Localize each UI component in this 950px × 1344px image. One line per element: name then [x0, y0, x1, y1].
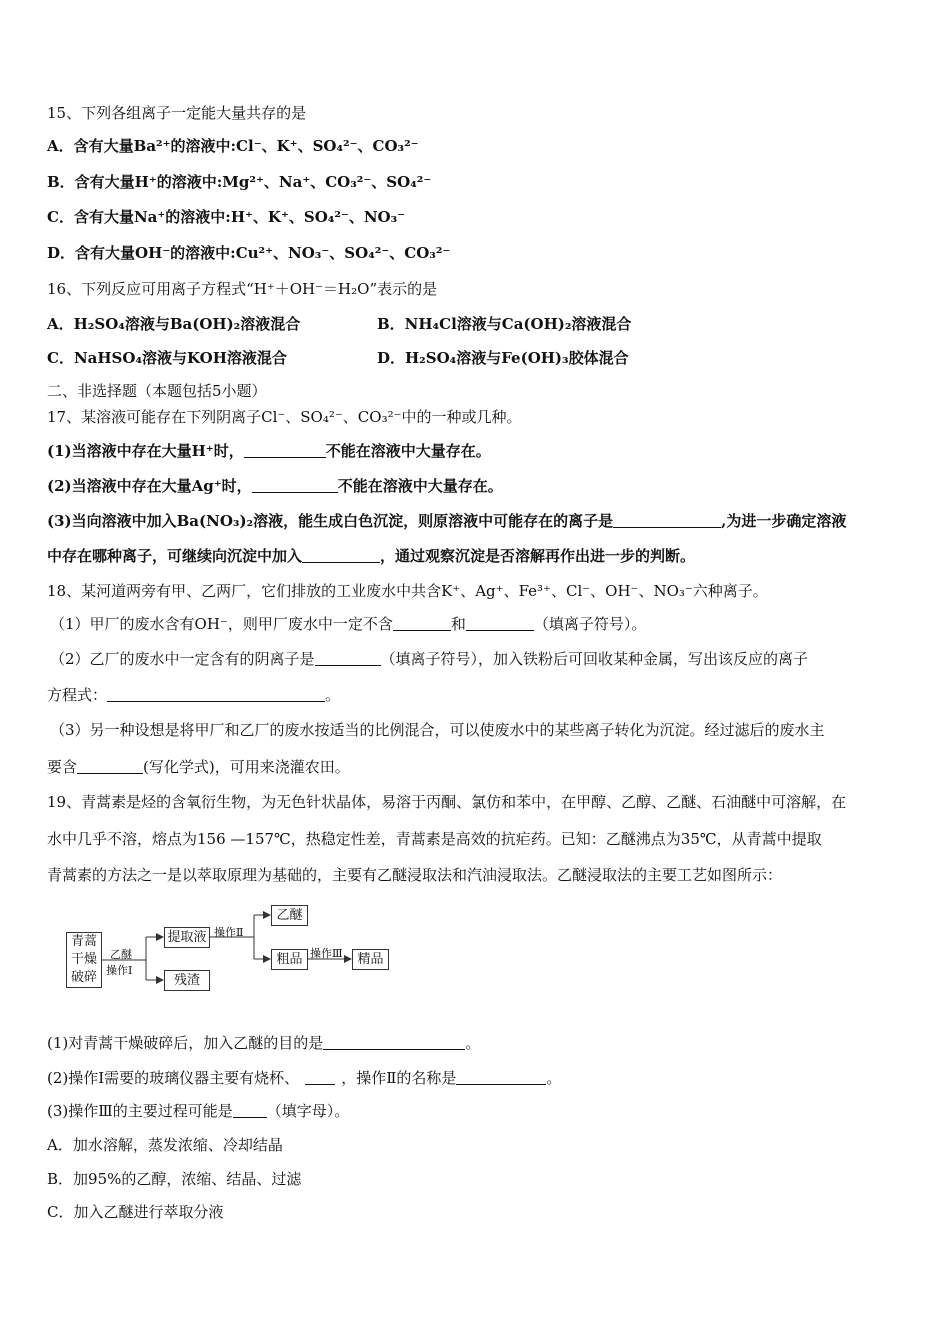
q18-part1-text2: （填离子符号）。 [533, 615, 647, 633]
q17-part2-text2: 不能在溶液中大量存在。 [337, 477, 503, 495]
q18-part3-text3: (写化学式)，可用来浇灌农田。 [143, 758, 350, 776]
q16-option-b: B．NH₄Cl溶液与Ca(OH)₂溶液混合 [377, 315, 632, 333]
q19-option-c: C．加入乙醚进行萃取分液 [47, 1203, 224, 1221]
q16-option-c: C．NaHSO₄溶液与KOH溶液混合 [47, 349, 287, 367]
flow-box-residue: 残渣 [164, 970, 210, 991]
q15-option-d: D．含有大量OH⁻的溶液中:Cu²⁺、NO₃⁻、SO₄²⁻、CO₃²⁻ [47, 244, 451, 262]
flow-box-fine: 精品 [352, 949, 389, 970]
q19-option-a: A．加水溶解，蒸发浓缩、冷却结晶 [47, 1136, 283, 1154]
q18-part1-text: （1）甲厂的废水含有OH⁻，则甲厂废水中一定不含 [50, 615, 393, 633]
flow-box-start [66, 932, 102, 988]
q19-part2 [47, 1068, 561, 1088]
q15-option-b: B．含有大量H⁺的溶液中:Mg²⁺、Na⁺、CO₃²⁻、SO₄²⁻ [47, 173, 432, 191]
q18-part2-text4: 。 [325, 686, 341, 704]
q17-part3-text2: ,为进一步确定溶液 [721, 512, 847, 530]
q19-part3-text2: （填字母）。 [266, 1102, 350, 1120]
q19-part2-text3: 。 [546, 1069, 562, 1087]
q19-stem-line1: 19、青蒿素是烃的含氧衍生物，为无色针状晶体，易溶于丙酮、氯仿和苯中，在甲醇、乙醇、乙醚、石油醚中可溶解，在 [47, 793, 847, 811]
flow-start-line2: 干燥 [70, 952, 97, 967]
q18-part1-and: 和 [450, 615, 466, 633]
q17-part1-text: (1)当溶液中存在大量H⁺时， [47, 442, 244, 460]
q16-option-d: D．H₂SO₄溶液与Fe(OH)₃胶体混合 [377, 349, 629, 367]
flow-box-extract: 提取液 [164, 927, 210, 948]
q15-option-a: A．含有大量Ba²⁺的溶液中:Cl⁻、K⁺、SO₄²⁻、CO₃²⁻ [47, 137, 419, 155]
q19-part1-text2: 。 [465, 1034, 481, 1052]
q19-stem-line3: 青蒿素的方法之一是以萃取原理为基础的，主要有乙醚浸取法和汽油浸取法。乙醚浸取法的主要工艺如图所示： [47, 866, 783, 884]
q16-stem: 16、下列反应可用离子方程式“H⁺＋OH⁻＝H₂O”表示的是 [47, 280, 438, 298]
flow-label-op2: 操作Ⅱ [214, 926, 244, 939]
q19-part2-text2: ，操作Ⅱ的名称是 [341, 1069, 457, 1087]
section-heading: 二、非选择题（本题包括5小题） [47, 382, 267, 400]
flow-box-crude: 粗品 [271, 949, 308, 970]
q16-option-a: A．H₂SO₄溶液与Ba(OH)₂溶液混合 [47, 315, 301, 333]
q19-option-b: B．加95%的乙醇，浓缩、结晶、过滤 [47, 1170, 302, 1188]
q15-stem: 15、下列各组离子一定能大量共存的是 [47, 104, 307, 122]
flow-box-ether: 乙醚 [271, 905, 308, 926]
q17-part3-text: (3)当向溶液中加入Ba(NO₃)₂溶液，能生成白色沉淀，则原溶液中可能存在的离子是 [47, 512, 614, 530]
q17-part2-text: (2)当溶液中存在大量Ag⁺时， [47, 477, 252, 495]
answer-blank[interactable] [456, 1070, 546, 1085]
q19-stem-line2: 水中几乎不溶，熔点为156 —157℃，热稳定性差，青蒿素是高效的抗疟药。已知：乙醚沸点为35℃，从青蒿中提取 [47, 830, 822, 848]
q18-part2-text: （2）乙厂的废水中一定含有的阴离子是 [50, 650, 315, 668]
flow-label-op1: 操作Ⅰ [106, 964, 133, 977]
q19-part2-text: (2)操作Ⅰ需要的玻璃仪器主要有烧杯、 [47, 1069, 300, 1087]
q18-part3: （3）另一种设想是将甲厂和乙厂的废水按适当的比例混合，可以使废水中的某些离子转化为沉淀。经过滤后的废水主 [50, 721, 825, 739]
q18-part2-text3: 方程式： [47, 686, 108, 704]
answer-blank[interactable] [305, 1070, 335, 1085]
q17-part3-text4: ，通过观察沉淀是否溶解再作出进一步的判断。 [380, 547, 696, 565]
flow-start-line1: 青蒿 [70, 934, 97, 949]
answer-blank[interactable] [323, 1035, 465, 1050]
q19-part1 [47, 1033, 480, 1053]
q15-option-c: C．含有大量Na⁺的溶液中:H⁺、K⁺、SO₄²⁻、NO₃⁻ [47, 208, 406, 226]
q19-part3-text: (3)操作Ⅲ的主要过程可能是 [47, 1102, 233, 1120]
flow-start-line3: 破碎 [70, 970, 97, 985]
q18-part2-text2: （填离子符号），加入铁粉后可回收某种金属，写出该反应的离子 [380, 650, 809, 668]
flow-label-reagent: 乙醚 [110, 948, 132, 961]
q18-stem: 18、某河道两旁有甲、乙两厂，它们排放的工业废水中共含K⁺、Ag⁺、Fe³⁺、Cl⁻、OH⁻、NO₃⁻六种离子。 [47, 582, 768, 600]
q19-part1-text: (1)对青蒿干燥破碎后，加入乙醚的目的是 [47, 1034, 324, 1052]
q18-part3-text2: 要含 [47, 758, 78, 776]
answer-blank[interactable] [233, 1103, 267, 1118]
q17-part3-text3: 中存在哪种离子，可继续向沉淀中加入 [47, 547, 303, 565]
q17-part1-text2: 不能在溶液中大量存在。 [325, 442, 491, 460]
flow-label-op3: 操作Ⅲ [310, 947, 343, 960]
q17-stem: 17、某溶液可能存在下列阴离子Cl⁻、SO₄²⁻、CO₃²⁻中的一种或几种。 [47, 408, 522, 426]
q19-part3 [47, 1101, 349, 1121]
